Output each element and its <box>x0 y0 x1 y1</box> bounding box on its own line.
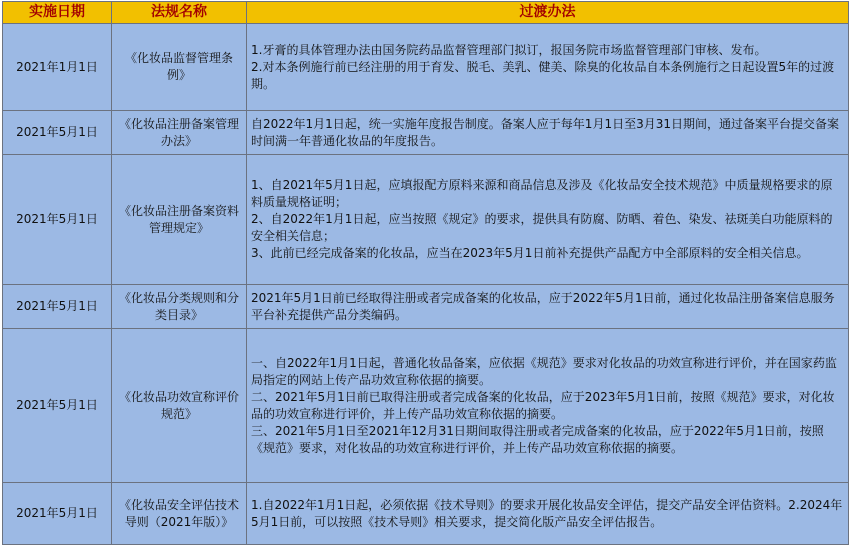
table-row <box>3 155 849 285</box>
header-date: 实施日期 <box>3 2 112 24</box>
header-row <box>3 2 849 24</box>
row-date: 2021年5月1日 <box>3 155 112 285</box>
regulation-table <box>2 1 849 545</box>
table-row <box>3 285 849 329</box>
method-paragraph: 1.牙膏的具体管理办法由国务院药品监督管理部门拟订，报国务院市场监督管理部门审核、发布。 <box>251 42 767 57</box>
row-date: 2021年5月1日 <box>3 483 112 545</box>
row-transition-method <box>247 329 849 483</box>
method-paragraph: 1、自2021年5月1日起，应填报配方原料来源和商品信息及涉及《化妆品安全技术规范》中质量规格要求的原料质量规格证明； <box>251 178 833 209</box>
header-method: 过渡办法 <box>247 2 849 24</box>
row-regulation-name: 《化妆品分类规则和分类目录》 <box>112 285 247 329</box>
row-regulation-name: 《化妆品功效宣称评价规范》 <box>112 329 247 483</box>
method-paragraph: 2021年5月1日前已经取得注册或者完成备案的化妆品，应于2022年5月1日前，通过化妆品注册备案信息服务平台补充提供产品分类编码。 <box>251 290 835 322</box>
row-date: 2021年5月1日 <box>3 111 112 155</box>
row-transition-method <box>247 483 849 545</box>
method-paragraph: 2、自2022年1月1日起，应当按照《规定》的要求，提供具有防腐、防晒、着色、染发、祛斑美白功能原料的安全相关信息； <box>251 212 833 243</box>
row-transition-method <box>247 155 849 285</box>
row-regulation-name: 《化妆品注册备案资料管理规定》 <box>112 155 247 285</box>
row-regulation-name: 《化妆品安全评估技术导则（2021年版）》 <box>112 483 247 545</box>
header-name: 法规名称 <box>112 2 247 24</box>
method-paragraph: 3、此前已经完成备案的化妆品，应当在2023年5月1日前补充提供产品配方中全部原料的安全相关信息。 <box>251 246 809 260</box>
row-regulation-name: 《化妆品监督管理条例》 <box>112 24 247 111</box>
table-row <box>3 329 849 483</box>
table-row <box>3 111 849 155</box>
row-regulation-name: 《化妆品注册备案管理办法》 <box>112 111 247 155</box>
method-paragraph: 自2022年1月1日起，统一实施年度报告制度。备案人应于每年1月1日至3月31日期间，通过备案平台提交备案时间满一年普通化妆品的年度报告。 <box>251 116 839 148</box>
method-paragraph: 三、2021年5月1日至2021年12月31日期间取得注册或者完成备案的化妆品，应于2022年5月1日前，按照《规范》要求，对化妆品的功效宣称进行评价，并上传产品功效宣称依据的摘要。 <box>251 423 824 455</box>
row-date: 2021年5月1日 <box>3 329 112 483</box>
row-date: 2021年5月1日 <box>3 285 112 329</box>
method-paragraph: 一、自2022年1月1日起，普通化妆品备案，应依据《规范》要求对化妆品的功效宣称进行评价，并在国家药监局指定的网站上传产品功效宣称依据的摘要。 <box>251 355 837 387</box>
table-row <box>3 24 849 111</box>
row-date: 2021年1月1日 <box>3 24 112 111</box>
table-row <box>3 483 849 545</box>
row-transition-method <box>247 285 849 329</box>
row-transition-method <box>247 24 849 111</box>
method-paragraph: 1.自2022年1月1日起，必须依据《技术导则》的要求开展化妆品安全评估，提交产品安全评估资料。2.2024年5月1日前，可以按照《技术导则》相关要求，提交简化版产品安全评估报告。 <box>251 497 843 529</box>
row-transition-method <box>247 111 849 155</box>
method-paragraph: 2.对本条例施行前已经注册的用于育发、脱毛、美乳、健美、除臭的化妆品自本条例施行之日起设置5年的过渡期。 <box>251 59 835 91</box>
method-paragraph: 二、2021年5月1日前已取得注册或者完成备案的化妆品，应于2023年5月1日前，按照《规范》要求，对化妆品的功效宣称进行评价，并上传产品功效宣称依据的摘要。 <box>251 389 835 421</box>
